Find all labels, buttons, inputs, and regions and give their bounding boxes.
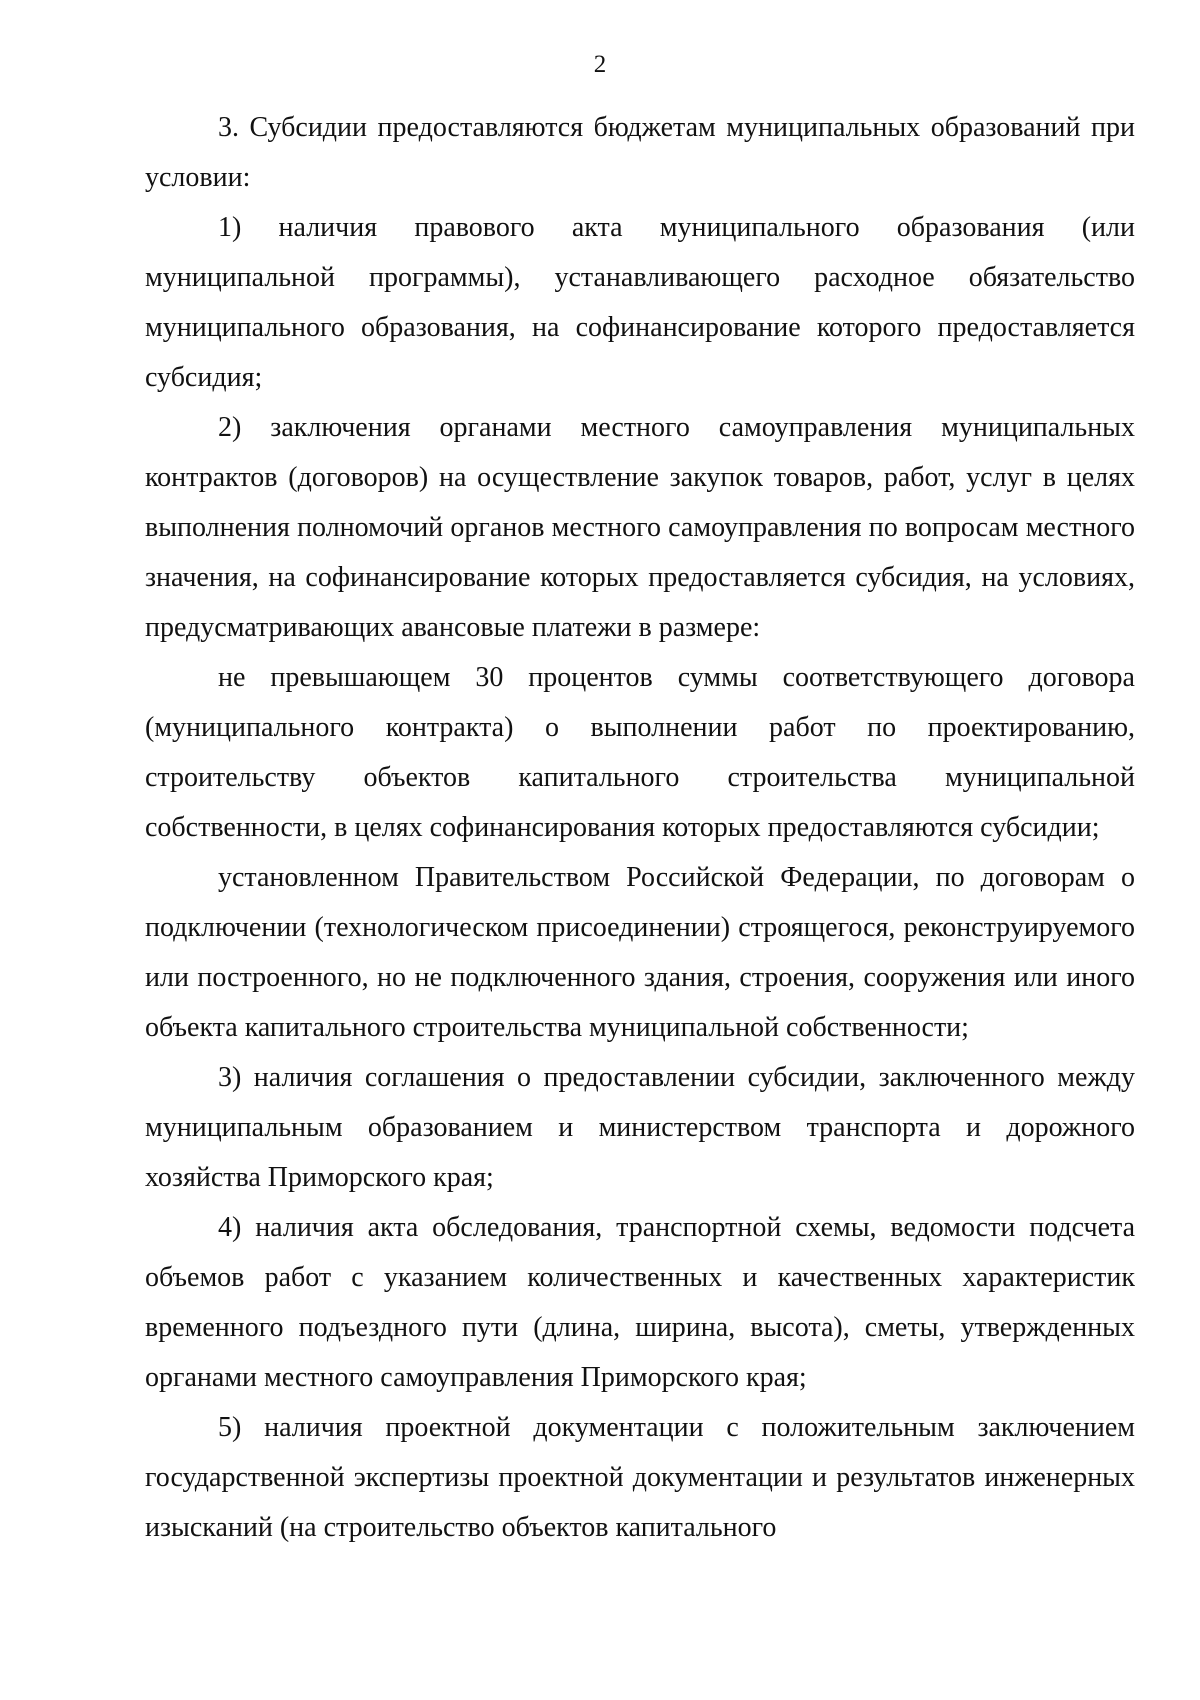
paragraph-advance-limit-30: не превышающем 30 процентов суммы соответствующего договора (муниципального контракта) о выполнении работ по проектированию, строительству объектов капитального строительства муниципальной собственности, в целях софинансирования которых предоставляются субсидии; [145,662,1135,843]
paragraph-subsidy-conditions: 3. Субсидии предоставляются бюджетам муниципальных образований при условии: [145,112,1135,193]
page-number: 2 [593,51,607,78]
paragraph-condition-5: 5) наличия проектной документации с положительным заключением государственной экспертизы проектной документации и результатов инженерных изысканий (на строительство объектов капитального [145,1412,1135,1543]
paragraph-condition-2: 2) заключения органами местного самоуправления муниципальных контрактов (договоров) на осуществление закупок товаров, работ, услуг в целях выполнения полномочий органов местного самоуправления по вопросам местного значения, на софинансирование которых предоставляется субсидия, на условиях, предусматривающих авансовые платежи в размере: [145,412,1135,643]
document-body [145,103,1135,1553]
paragraph-condition-1: 1) наличия правового акта муниципального образования (или муниципальной программы), устанавливающего расходное обязательство муниципального образования, на софинансирование которого предоставляется субсидия; [145,212,1135,393]
paragraph-advance-government: установленном Правительством Российской Федерации, по договорам о подключении (технологическом присоединении) строящегося, реконструируемого или построенного, но не подключенного здания, строения, сооружения или иного объекта капитального строительства муниципальной собственности; [145,862,1135,1043]
paragraph-condition-3: 3) наличия соглашения о предоставлении субсидии, заключенного между муниципальным образованием и министерством транспорта и дорожного хозяйства Приморского края; [145,1062,1135,1193]
paragraph-condition-4: 4) наличия акта обследования, транспортной схемы, ведомости подсчета объемов работ с указанием количественных и качественных характеристик временного подъездного пути (длина, ширина, высота), сметы, утвержденных органами местного самоуправления Приморского края; [145,1212,1135,1393]
